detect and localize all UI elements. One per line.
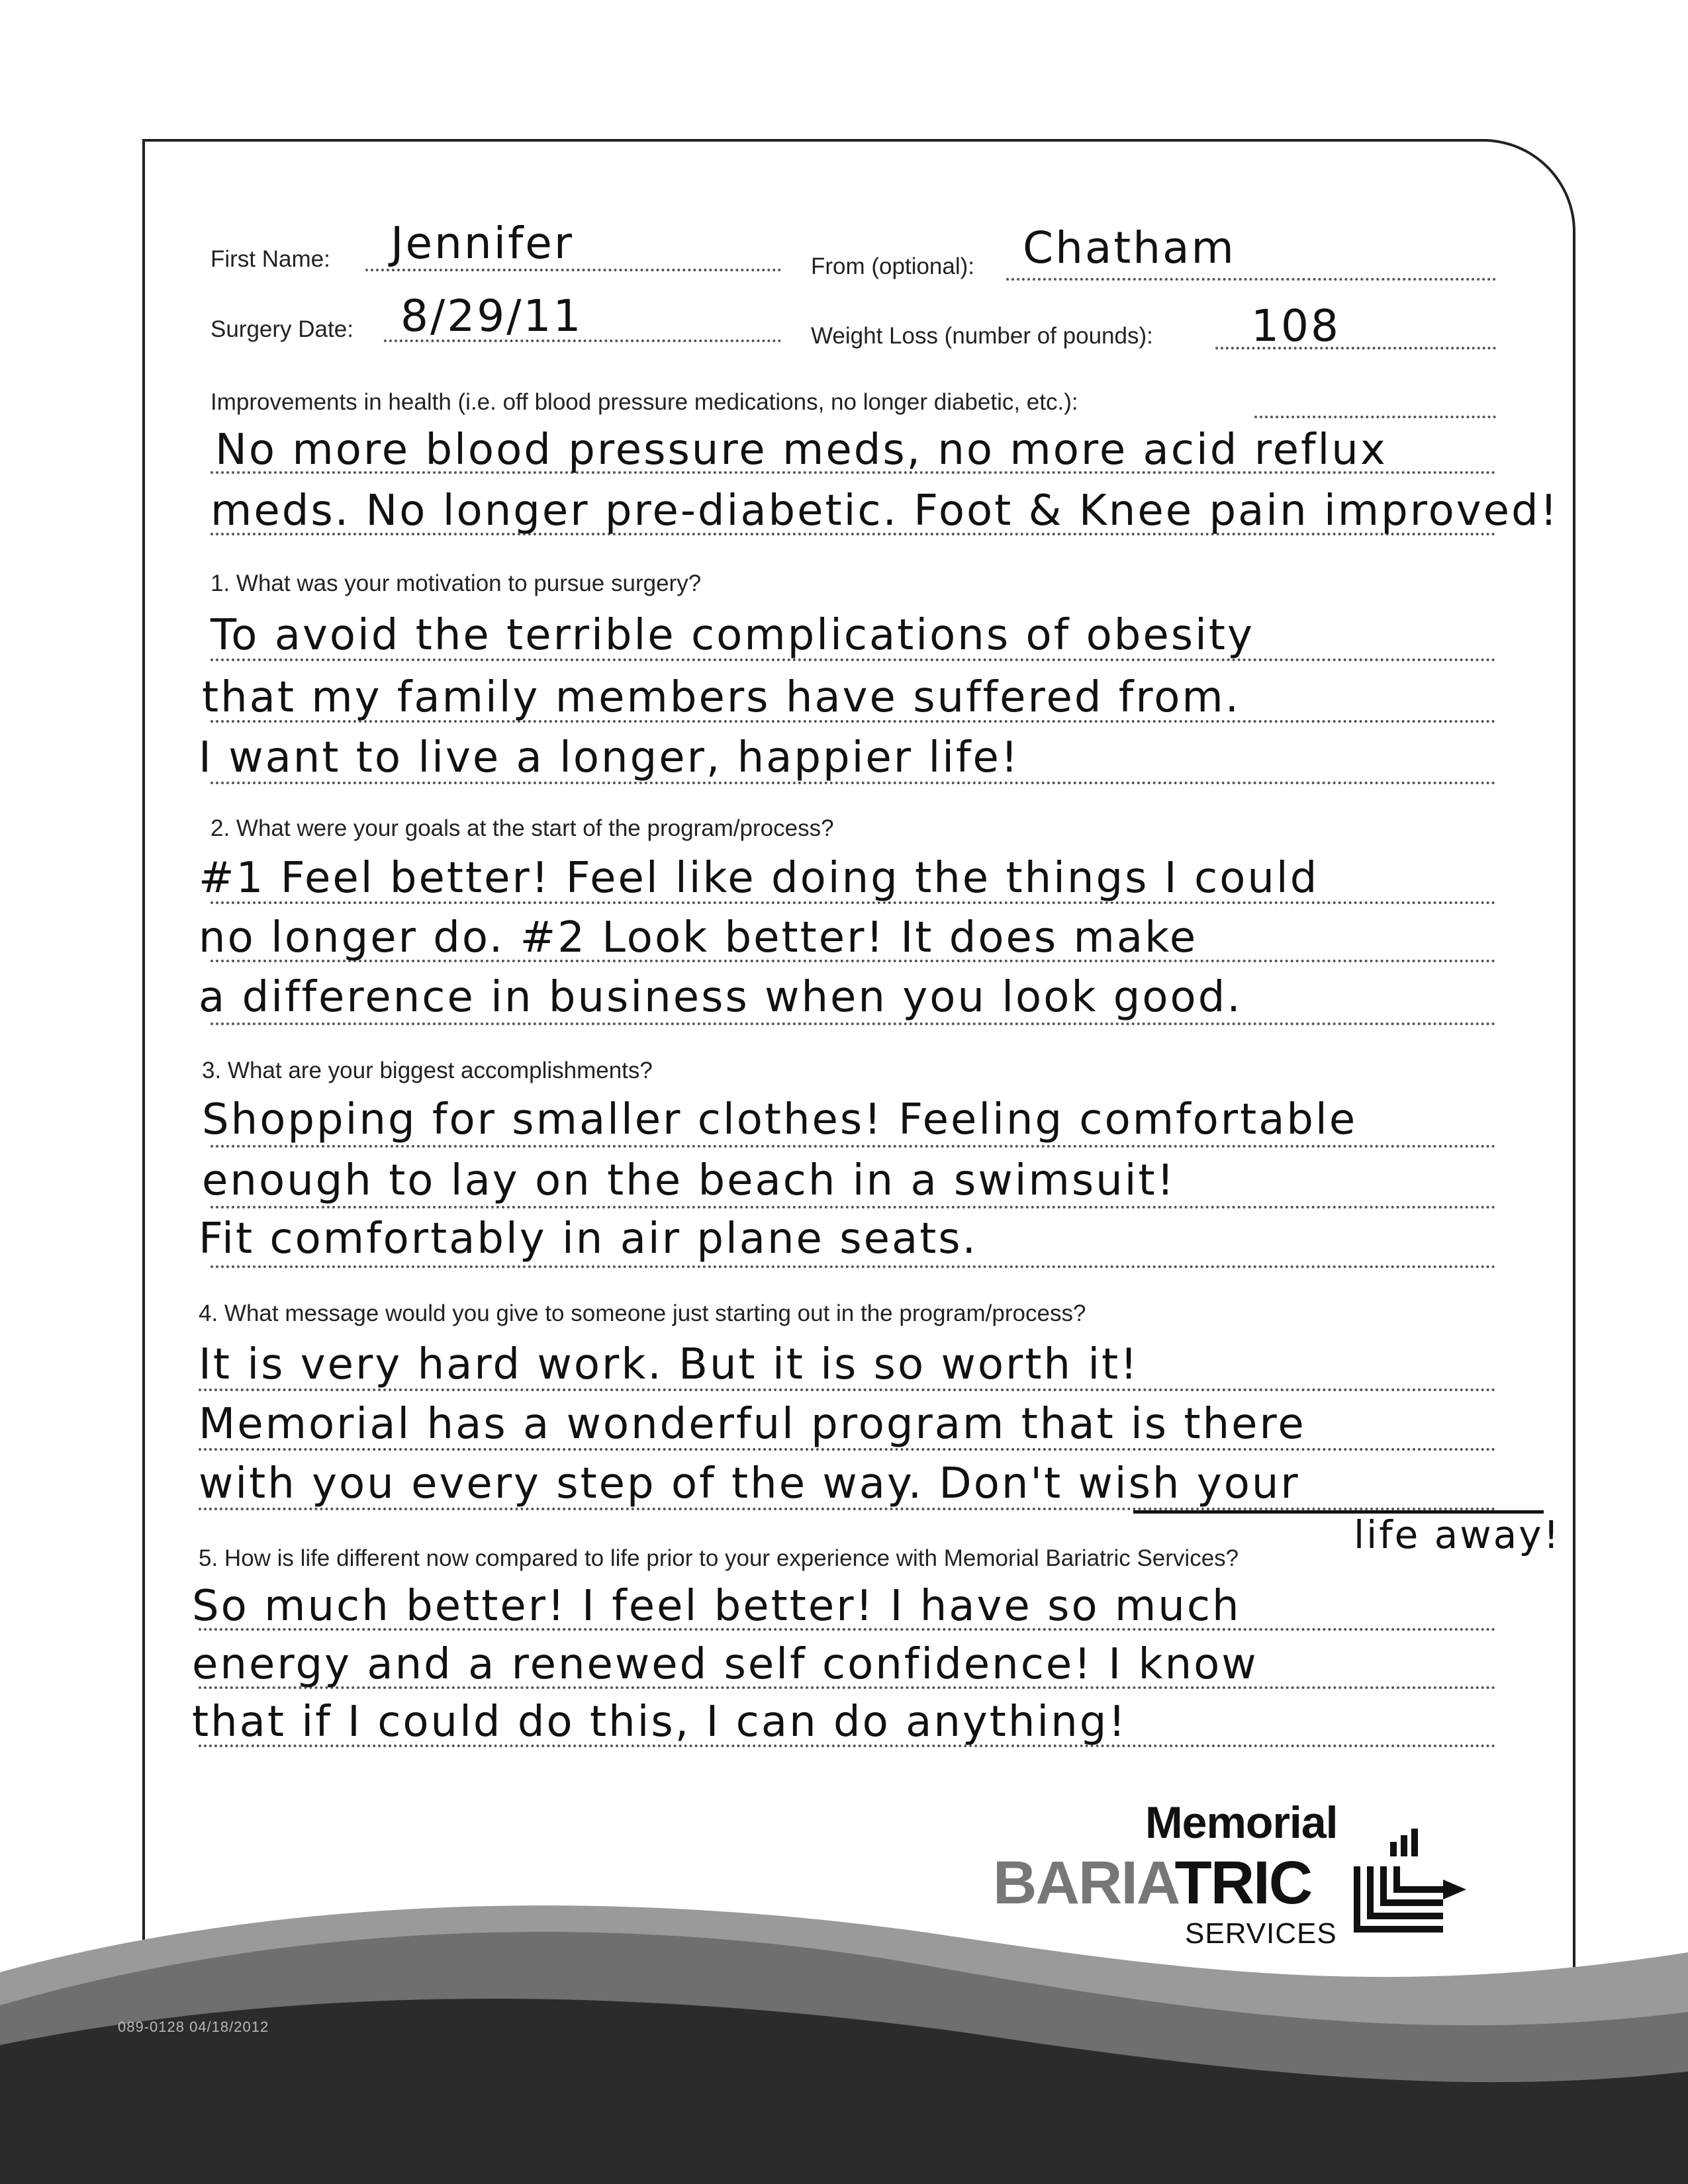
q4-line-3[interactable]: with you every step of the way. Don't wish your xyxy=(199,1459,1300,1508)
q5-label: 5. How is life different now compared to life prior to your experience with Memorial Bariatric Services? xyxy=(199,1545,1239,1571)
q3-rule-3 xyxy=(211,1265,1496,1268)
q2-line-2[interactable]: no longer do. #2 Look better! It does make xyxy=(199,913,1198,962)
q5-line-1[interactable]: So much better! I feel better! I have so much xyxy=(192,1582,1241,1631)
q1-line-1[interactable]: To avoid the terrible complications of obesity xyxy=(211,611,1254,660)
surgery-date-label: Surgery Date: xyxy=(211,316,353,342)
first-name-label: First Name: xyxy=(211,246,330,272)
first-name-value[interactable]: Jennifer xyxy=(391,218,575,269)
q5-line-3[interactable]: that if I could do this, I can do anything! xyxy=(192,1698,1128,1747)
q3-line-2[interactable]: enough to lay on the beach in a swimsuit! xyxy=(202,1156,1176,1205)
memorial-bariatric-logo xyxy=(993,1797,1489,1949)
improvements-line-1[interactable]: No more blood pressure meds, no more acid reflux xyxy=(215,426,1387,475)
logo-memorial-text: Memorial xyxy=(1145,1797,1338,1848)
q1-label: 1. What was your motivation to pursue surgery? xyxy=(211,570,702,596)
from-value[interactable]: Chatham xyxy=(1023,222,1236,273)
q1-line-3[interactable]: I want to live a longer, happier life! xyxy=(199,733,1020,782)
improvements-label: Improvements in health (i.e. off blood pressure medications, no longer diabetic, etc.): xyxy=(211,389,1078,415)
logo-bariatric-light: BARIA xyxy=(993,1849,1175,1917)
q4-line-2[interactable]: Memorial has a wonderful program that is there xyxy=(199,1400,1306,1449)
q2-rule-3 xyxy=(211,1023,1496,1025)
first-name-rule xyxy=(365,269,781,271)
weight-loss-label: Weight Loss (number of pounds): xyxy=(811,323,1153,349)
from-rule xyxy=(1006,278,1496,281)
logo-mark-icon xyxy=(1344,1817,1470,1949)
q4-line-4[interactable]: life away! xyxy=(1354,1512,1561,1557)
weight-loss-value[interactable]: 108 xyxy=(1251,300,1340,351)
q2-line-3[interactable]: a difference in business when you look good. xyxy=(199,973,1243,1022)
q4-line-1[interactable]: It is very hard work. But it is so worth it! xyxy=(199,1340,1139,1389)
improvements-rule-0 xyxy=(1254,416,1496,418)
q5-line-2[interactable]: energy and a renewed self confidence! I know xyxy=(192,1640,1258,1689)
q4-label: 4. What message would you give to someone just starting out in the program/process? xyxy=(199,1300,1086,1326)
from-label: From (optional): xyxy=(811,253,975,279)
q3-rule-1 xyxy=(211,1145,1496,1148)
logo-services-text: SERVICES xyxy=(1185,1917,1337,1950)
q3-line-1[interactable]: Shopping for smaller clothes! Feeling comfortable xyxy=(202,1095,1358,1144)
logo-bariatric-text xyxy=(993,1848,1311,1918)
q3-line-3[interactable]: Fit comfortably in air plane seats. xyxy=(199,1214,978,1263)
q3-label: 3. What are your biggest accomplishments? xyxy=(202,1058,653,1083)
logo-bariatric-dark: TRIC xyxy=(1174,1849,1312,1917)
q3-rule-2 xyxy=(211,1206,1496,1208)
surgery-date-value[interactable]: 8/29/11 xyxy=(400,291,583,341)
q1-line-2[interactable]: that my family members have suffered from. xyxy=(202,673,1241,722)
q2-label: 2. What were your goals at the start of the program/process? xyxy=(211,815,834,841)
q2-line-1[interactable]: #1 Feel better! Feel like doing the things I could xyxy=(199,854,1319,903)
form-code: 089-0128 04/18/2012 xyxy=(118,2019,269,2035)
improvements-line-2[interactable]: meds. No longer pre-diabetic. Foot & Knee pain improved! xyxy=(211,486,1560,535)
